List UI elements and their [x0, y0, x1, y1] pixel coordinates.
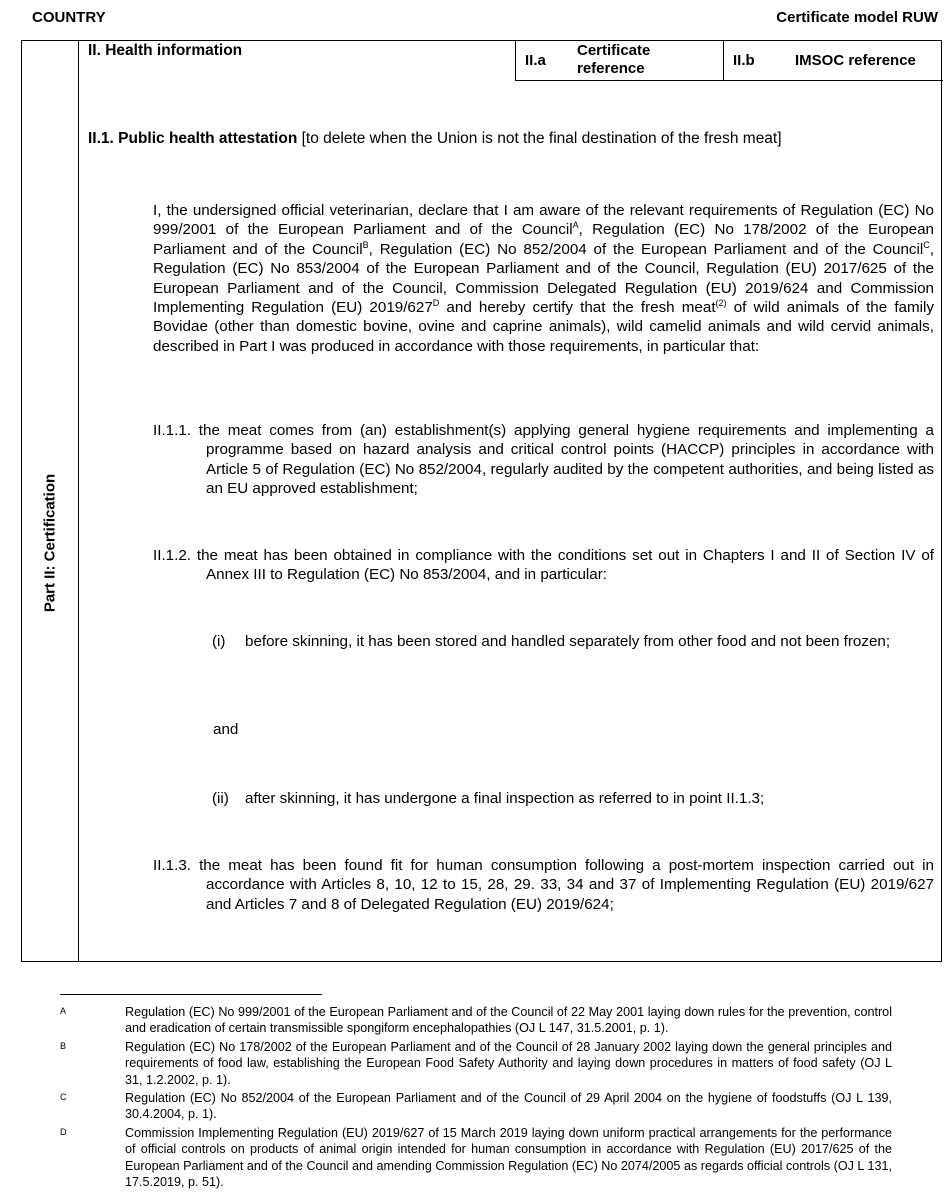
certificate-model-label: Certificate model RUW	[776, 9, 938, 26]
section-title: II. Health information	[88, 42, 243, 59]
footnote-text: Regulation (EC) No 178/2002 of the European Parliament and of the Council of 28 January 2002 laying down the general principles and requirements of food law, establishing the European Food Safety Authority and laying down procedures in matters of food safety (OJ L 31, 1.2.2002, p. 1).	[125, 1039, 892, 1087]
side-column	[22, 41, 79, 961]
and-connector: and	[213, 721, 239, 738]
sub-point-ii-number: (ii)	[212, 790, 229, 807]
footnote-text: Regulation (EC) No 852/2004 of the European Parliament and of the Council of 29 April 2004 on the hygiene of foodstuffs (OJ L 139, 30.4.2004, p. 1).	[125, 1091, 892, 1122]
sub-point-i-number: (i)	[212, 633, 226, 650]
country-label: COUNTRY	[32, 9, 106, 26]
point-ii-1-2: II.1.2. the meat has been obtained in compliance with the conditions set out in Chapters I and II of Section IV of Annex III to Regulation (EC) No 853/2004, and in particular:	[153, 547, 934, 584]
side-label: Part II: Certification	[41, 473, 59, 613]
footnote-b	[60, 1039, 892, 1088]
ref-b-label: IMSOC reference	[795, 52, 916, 69]
ref-a-code: II.a	[525, 52, 546, 69]
ref-b-code: II.b	[733, 52, 755, 69]
sub-point-i-text: before skinning, it has been stored and handled separately from other food and not been frozen;	[245, 633, 891, 650]
footnote-text: Regulation (EC) No 999/2001 of the European Parliament and of the Council of 22 May 2001 laying down rules for the prevention, control and eradication of certain transmissible spongiform encephalopathies (OJ L 147, 31.5.2001, p. 1).	[125, 1005, 892, 1036]
footnote-separator	[60, 994, 322, 995]
footnotes	[60, 1004, 892, 1190]
footnote-label: D	[60, 1126, 67, 1137]
footnote-a	[60, 1004, 892, 1037]
point-ii-1-1: II.1.1. the meat comes from (an) establishment(s) applying general hygiene requirements and implementing a programme based on hazard analysis and critical control points (HACCP) principles in accordance with Article 5 of Regulation (EC) No 852/2004, regularly audited by the competent authorities, and being listed as an EU approved establishment;	[153, 422, 934, 498]
footnote-label: C	[60, 1092, 67, 1103]
footnote-text: Commission Implementing Regulation (EU) 2019/627 of 15 March 2019 laying down uniform practical arrangements for the performance of official controls on products of animal origin intended for human consumption in accordance with Regulation (EU) 2017/625 of the European Parliament and of the Council and amending Commission Regulation (EC) No 2074/2005 as regards official controls (OJ L 131, 17.5.2019, p. 51).	[125, 1125, 892, 1190]
footnote-c	[60, 1090, 892, 1123]
point-ii-1-3: II.1.3. the meat has been found fit for human consumption following a post-mortem inspection carried out in accordance with Articles 8, 10, 12 to 15, 28, 29. 33, 34 and 37 of Implementing Regulation (EU) 2019/627 and Articles 7 and 8 of Delegated Regulation (EU) 2019/624;	[153, 857, 934, 913]
declaration-paragraph: I, the undersigned official veterinarian, declare that I am aware of the relevant requirements of Regulation (EC) No 999/2001 of the European Parliament and of the Council$^A$, Regulation (EC) No 178/2002 of the European Parliament and of the Council$^B$, Regulation (EC) No 852/2004 of the European Parliament and of the Council$^C$, Regulation (EC) No 853/2004 of the European Parliament and of the Council, Regulation (EU) 2017/625 of the European Parliament and of the Council, Commission Delegated Regulation (EU) 2019/624 and Commission Implementing Regulation (EU) $2019/627^D$ and hereby certify that the fresh meat$^{(2)}$ of wild animals of the family Bovidae (other than domestic bovine, ovine and caprine animals), wild camelid animals and wild cervid animals, described in Part I was produced in accordance with those requirements, in particular that:	[153, 202, 935, 355]
certificate-frame	[21, 40, 942, 962]
sub-point-ii-text: after skinning, it has undergone a final inspection as referred to in point II.1.3;	[245, 790, 765, 807]
reference-box	[515, 41, 943, 81]
imsoc-reference-cell	[724, 41, 943, 80]
footnote-label: A	[60, 1006, 67, 1016]
ref-a-label: Certificate reference	[577, 42, 651, 77]
footnote-label: B	[60, 1040, 67, 1051]
attestation-heading: II.1. Public health attestation [to delete when the Union is not the final destination of the fresh meat]	[88, 130, 782, 147]
sub-point-i	[212, 632, 934, 651]
footnote-d	[60, 1125, 892, 1191]
certificate-reference-cell	[516, 41, 724, 80]
sub-point-ii	[212, 789, 934, 808]
